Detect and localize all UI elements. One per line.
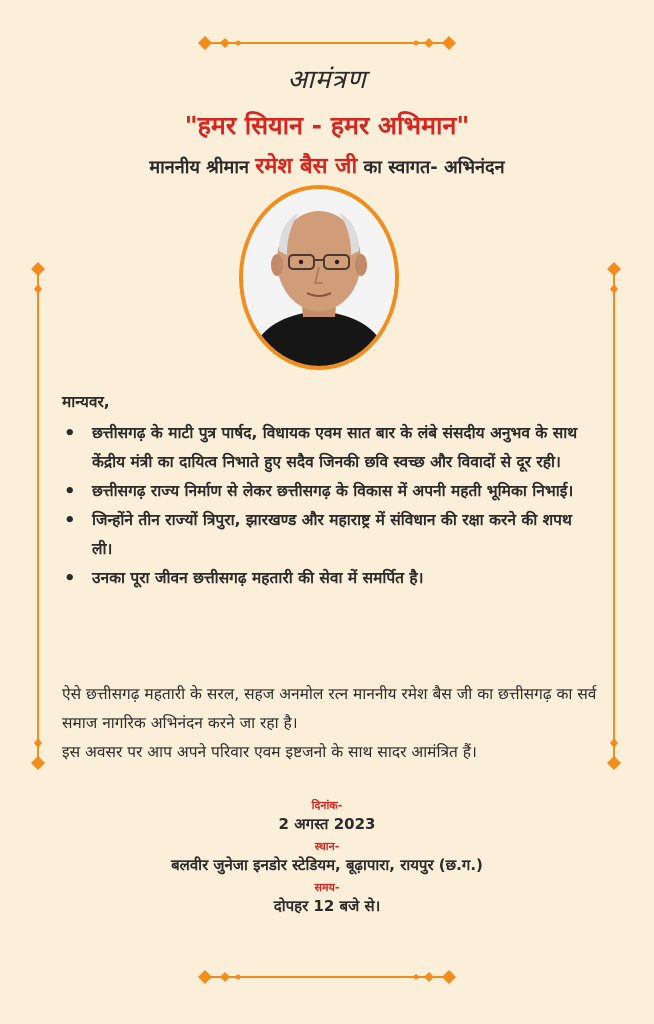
list-item: • उनका पूरा जीवन छत्तीसगढ़ महतारी की सेवा में समर्पित है।: [62, 564, 597, 593]
left-border-ornament: [28, 262, 48, 770]
right-border-ornament: [604, 262, 624, 770]
invitation-paragraph: [62, 680, 602, 767]
headline: "हमर सियान - हमर अभिमान": [184, 111, 470, 140]
letter-body: [62, 388, 597, 593]
bottom-ornament: [198, 970, 456, 984]
time-value: दोपहर 12 बजे से।: [273, 897, 381, 915]
invitation-title: आमंत्रण: [287, 65, 367, 95]
top-ornament: [198, 36, 456, 50]
subline: [0, 150, 654, 180]
subline-suffix: का स्वागत- अभिनंदन: [363, 157, 505, 178]
venue-label: स्थान-: [314, 840, 340, 853]
date-label: दिनांक-: [311, 799, 343, 812]
list-item: • जिन्होंने तीन राज्यों त्रिपुरा, झारखण्ड और महाराष्ट्र में संविधान की रक्षा करने की शपथ ली।: [62, 506, 597, 564]
honoree-portrait: [239, 185, 399, 370]
honoree-name: रमेश बैस जी: [255, 154, 358, 179]
list-item: • छत्तीसगढ़ राज्य निर्माण से लेकर छत्तीसगढ़ के विकास में अपनी महती भूमिका निभाई।: [62, 477, 597, 506]
date-value: 2 अगस्त 2023: [278, 815, 376, 833]
event-details: [0, 798, 654, 921]
paragraph-line: इस अवसर पर आप अपने परिवार एवम इष्टजनो के साथ सादर आमंत्रित हैं।: [62, 743, 477, 761]
time-label: समय-: [314, 881, 340, 894]
achievement-list: [62, 419, 597, 593]
salutation: मान्यवर,: [62, 393, 110, 411]
subline-prefix: माननीय श्रीमान: [149, 157, 249, 178]
list-item: • छत्तीसगढ़ के माटी पुत्र पार्षद, विधायक एवम सात बार के लंबे संसदीय अनुभव के साथ केंद्रीय मंत्री का दायित्व निभाते हुए सदैव जिनकी छवि स्वच्छ और विवादों से दूर रही।: [62, 419, 597, 477]
paragraph-line: ऐसे छत्तीसगढ़ महतारी के सरल, सहज अनमोल रत्न माननीय रमेश बैस जी का छत्तीसगढ़ का सर्व समाज नागरिक अभिनंदन करने जा रहा है।: [62, 685, 597, 732]
venue-value: बलवीर जुनेजा इनडोर स्टेडियम, बूढ़ापारा, रायपुर (छ.ग.): [171, 856, 483, 874]
